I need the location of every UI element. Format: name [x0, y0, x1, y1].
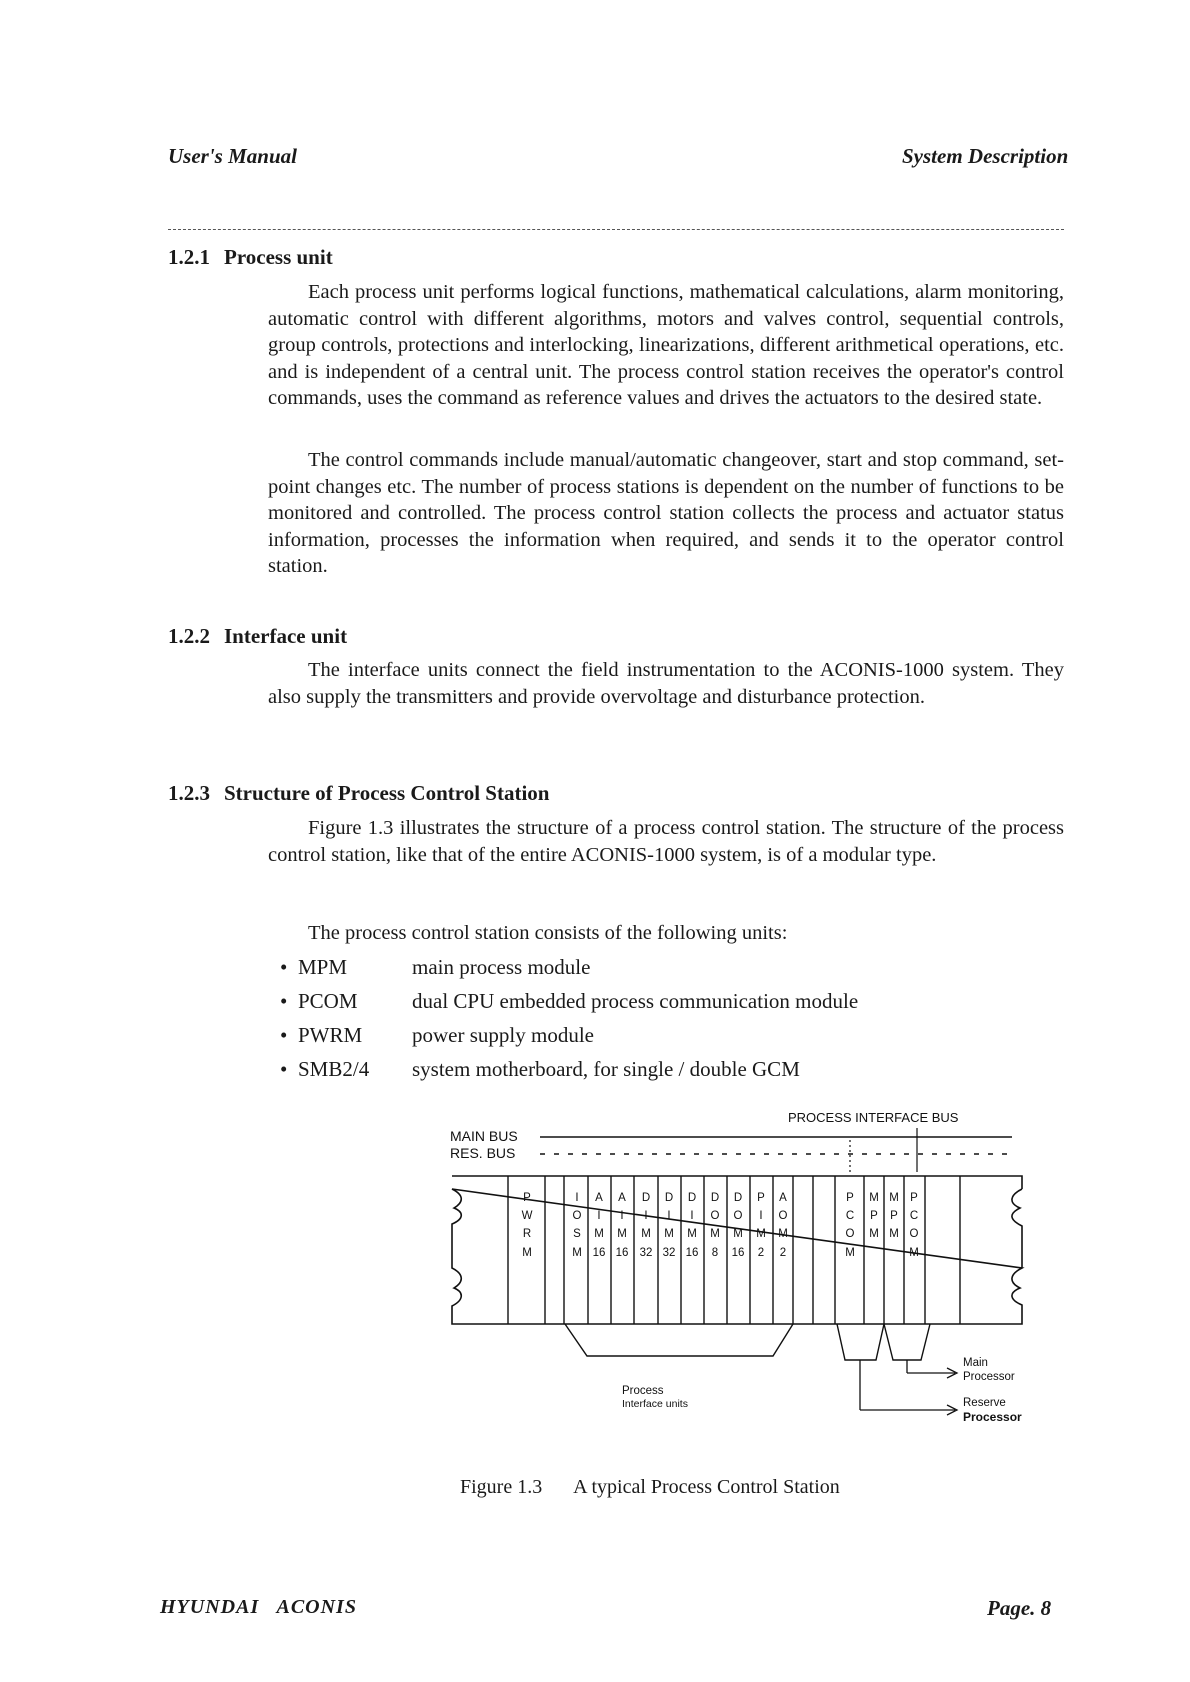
- footer-left: HYUNDAI ACONIS: [160, 1596, 357, 1618]
- process-interface-bus-label: PROCESS INTERFACE BUS: [788, 1110, 959, 1125]
- module-label-char: I: [759, 1210, 763, 1222]
- header-right: System Description: [902, 144, 1069, 168]
- reserve-processor-label: Processor: [963, 1410, 1022, 1424]
- module-label-char: I: [667, 1210, 671, 1222]
- process-label: Process: [622, 1385, 664, 1397]
- module-label-char: M: [778, 1228, 788, 1240]
- module-label-char: M: [664, 1228, 674, 1240]
- module-label-char: I: [575, 1192, 579, 1204]
- bullet-dot: •: [280, 955, 288, 979]
- module-label-char: I: [620, 1210, 624, 1222]
- module-label-char: R: [522, 1228, 532, 1240]
- module-label-char: 16: [615, 1247, 629, 1259]
- module-label-char: O: [909, 1228, 919, 1240]
- section-title: Process unit: [224, 245, 333, 269]
- main-processor-bracket: [884, 1324, 930, 1360]
- main-bus-label: MAIN BUS: [450, 1128, 518, 1144]
- list-item-term: PWRM: [298, 1023, 363, 1047]
- module-label-char: I: [690, 1210, 694, 1222]
- footer-page-number: Page. 8: [987, 1596, 1052, 1620]
- module-label-char: 16: [685, 1247, 699, 1259]
- module-label-char: 8: [711, 1247, 719, 1259]
- module-label-char: M: [733, 1228, 743, 1240]
- module-label-char: P: [870, 1210, 878, 1222]
- module-label-char: 16: [731, 1247, 745, 1259]
- module-label-char: P: [846, 1192, 854, 1204]
- list-item-desc: dual CPU embedded process communication module: [412, 989, 859, 1013]
- interface-units-label: Interface units: [622, 1398, 688, 1410]
- module-label-char: P: [757, 1192, 765, 1204]
- list-item-desc: system motherboard, for single / double GCM: [412, 1057, 800, 1081]
- module-label-char: S: [573, 1228, 581, 1240]
- reserve-label: Reserve: [963, 1397, 1006, 1409]
- paragraph: The interface units connect the field instrumentation to the ACONIS-1000 system. They also supply the transmitters and provide overvoltage and disturbance protection.: [268, 659, 1064, 708]
- module-label-char: O: [778, 1210, 788, 1222]
- main-processor-label: Processor: [963, 1371, 1015, 1383]
- bullet-dot: •: [280, 989, 288, 1013]
- module-label-char: P: [910, 1192, 918, 1204]
- section-number: 1.2.3: [168, 781, 210, 805]
- list-item-desc: power supply module: [412, 1023, 594, 1047]
- paragraph: Figure 1.3 illustrates the structure of a process control station. The structure of the process control station, like that of the entire ACONIS-1000 system, is of a modular type.: [268, 817, 1064, 866]
- module-label-char: 32: [639, 1247, 653, 1259]
- module-label-char: C: [909, 1210, 919, 1222]
- header-left: User's Manual: [168, 144, 297, 168]
- list-item-term: MPM: [298, 955, 348, 979]
- paragraph: The process control station consists of the following units:: [308, 922, 788, 944]
- module-label-char: D: [664, 1192, 674, 1204]
- module-label-char: M: [572, 1247, 582, 1259]
- section-number: 1.2.1: [168, 245, 210, 269]
- main-label: Main: [963, 1357, 988, 1369]
- module-label-char: O: [733, 1210, 743, 1222]
- module-label-char: A: [618, 1192, 626, 1204]
- section-number: 1.2.2: [168, 624, 210, 648]
- figure-caption: [460, 1476, 840, 1499]
- paragraph: Each process unit performs logical functions, mathematical calculations, alarm monitoring, automatic control with different algorithms, motors and valves control, sequential controls, group controls, protections and interlocking, linearizations, different arithmetical operations, etc. and is independent of a central unit. The process control station receives the operator's control commands, uses the command as reference values and drives the actuators to the desired state.: [268, 281, 1064, 409]
- figure-caption-text: A typical Process Control Station: [573, 1476, 840, 1498]
- module-label-char: P: [890, 1210, 898, 1222]
- module-label-char: M: [710, 1228, 720, 1240]
- module-label-char: D: [687, 1192, 697, 1204]
- module-label-char: C: [845, 1210, 855, 1222]
- module-label-char: 2: [779, 1247, 787, 1259]
- list-item-term: PCOM: [298, 989, 358, 1013]
- module-label-char: M: [869, 1192, 879, 1204]
- paragraph: The control commands include manual/automatic changeover, start and stop command, set-point changes etc. The number of process stations is dependent on the number of functions to be monitored and controlled. The process control station collects the process and actuator status information, processes the information when required, and sends it to the operator control station.: [268, 449, 1064, 577]
- module-label-char: M: [845, 1247, 855, 1259]
- res-bus-label: RES. BUS: [450, 1145, 516, 1161]
- module-label-char: O: [845, 1228, 855, 1240]
- module-label-char: M: [889, 1228, 899, 1240]
- list-item-desc: main process module: [412, 955, 591, 979]
- module-label-char: A: [595, 1192, 603, 1204]
- module-label-char: M: [522, 1247, 532, 1259]
- module-label-char: M: [756, 1228, 766, 1240]
- list-item-term: SMB2/4: [298, 1057, 370, 1081]
- module-label-char: A: [779, 1192, 787, 1204]
- module-label-char: I: [597, 1210, 601, 1222]
- module-label-char: P: [523, 1192, 531, 1204]
- module-label-char: O: [710, 1210, 720, 1222]
- process-interface-bracket: [565, 1324, 793, 1356]
- section-title: Interface unit: [224, 624, 348, 648]
- section-title: Structure of Process Control Station: [224, 781, 550, 805]
- module-label-char: O: [572, 1210, 582, 1222]
- module-label-char: M: [889, 1192, 899, 1204]
- module-label-char: 32: [662, 1247, 676, 1259]
- module-label-char: M: [594, 1228, 604, 1240]
- bullet-dot: •: [280, 1057, 288, 1081]
- module-label-char: W: [521, 1210, 533, 1222]
- module-label-char: M: [909, 1247, 919, 1259]
- module-label-char: M: [617, 1228, 627, 1240]
- module-label-char: 2: [757, 1247, 765, 1259]
- reserve-processor-bracket: [837, 1324, 884, 1360]
- module-label-char: M: [687, 1228, 697, 1240]
- module-label-char: M: [641, 1228, 651, 1240]
- module-label-char: D: [733, 1192, 743, 1204]
- module-label-char: 16: [592, 1247, 606, 1259]
- module-label-char: D: [641, 1192, 651, 1204]
- module-label-char: M: [869, 1228, 879, 1240]
- module-label-char: D: [710, 1192, 720, 1204]
- bullet-dot: •: [280, 1023, 288, 1047]
- module-label-char: I: [644, 1210, 648, 1222]
- figure-caption-number: Figure 1.3: [460, 1476, 543, 1498]
